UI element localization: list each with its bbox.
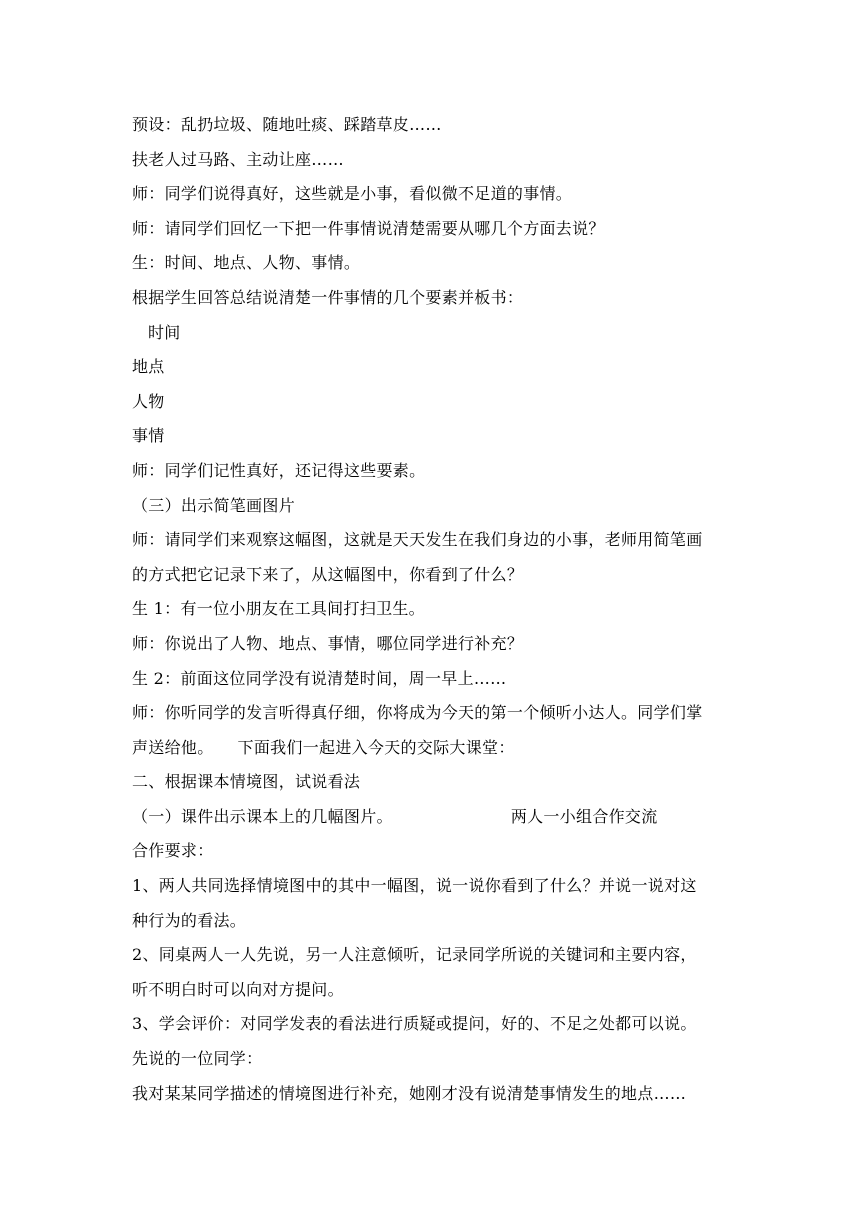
board-item-time: 时间 bbox=[148, 322, 181, 342]
paragraph-teacher-continued: 的方式把它记录下来了，从这幅图中，你看到了什么？ bbox=[132, 564, 524, 584]
paragraph-preset: 预设：乱扔垃圾、随地吐痰、踩踏草皮…… bbox=[132, 115, 442, 134]
paragraph-teacher: 师：请同学们回忆一下把一件事情说清楚需要从哪几个方面去说？ bbox=[132, 218, 605, 238]
paragraph-teacher: 师：同学们记性真好，还记得这些要素。 bbox=[132, 460, 426, 480]
requirement-1-continued: 种行为的看法。 bbox=[132, 910, 247, 930]
transition-text: 下面我们一起进入今天的交际大课堂： bbox=[237, 737, 515, 757]
courseware-text: （一）课件出示课本上的几幅图片。 bbox=[132, 806, 393, 826]
subsection-heading bbox=[132, 800, 732, 835]
board-item-event: 事情 bbox=[132, 426, 165, 446]
applause-text: 声送给他。 bbox=[132, 737, 214, 757]
paragraph-teacher: 师：请同学们来观察这幅图，这就是天天发生在我们身边的小事，老师用简笔画 bbox=[132, 530, 703, 550]
paragraph-teacher-continued bbox=[132, 731, 732, 766]
section-heading: （三）出示简笔画图片 bbox=[132, 495, 296, 515]
board-item-person: 人物 bbox=[132, 391, 165, 411]
paragraph-preset-continued: 扶老人过马路、主动让座…… bbox=[132, 149, 344, 169]
document-body bbox=[132, 108, 732, 1111]
requirement-1: 1、两人共同选择情境图中的其中一幅图，说一说你看到了什么？并说一说对这 bbox=[132, 876, 697, 896]
group-work-text: 两人一小组合作交流 bbox=[510, 806, 658, 826]
paragraph-teacher: 师：你说出了人物、地点、事情，哪位同学进行补充？ bbox=[132, 633, 524, 653]
paragraph-student: 生：时间、地点、人物、事情。 bbox=[132, 253, 361, 273]
board-item-place: 地点 bbox=[132, 357, 165, 377]
section-heading: 二、根据课本情境图，试说看法 bbox=[132, 772, 361, 792]
paragraph-supplement: 我对某某同学描述的情境图进行补充，她刚才没有说清楚事情发生的地点…… bbox=[132, 1083, 687, 1103]
requirement-2: 2、同桌两人一人先说，另一人注意倾听，记录同学所说的关键词和主要内容， bbox=[132, 945, 697, 965]
paragraph-summary: 根据学生回答总结说清楚一件事情的几个要素并板书： bbox=[132, 287, 524, 307]
paragraph-student-2: 生 2：前面这位同学没有说清楚时间，周一早上…… bbox=[132, 668, 507, 688]
requirement-2-continued: 听不明白时可以向对方提问。 bbox=[132, 979, 344, 999]
paragraph-teacher: 师：你听同学的发言听得真仔细，你将成为今天的第一个倾听小达人。同学们掌 bbox=[132, 703, 703, 723]
paragraph-first-speaker: 先说的一位同学： bbox=[132, 1049, 263, 1069]
requirements-heading: 合作要求： bbox=[132, 841, 214, 861]
paragraph-teacher: 师：同学们说得真好，这些就是小事，看似微不足道的事情。 bbox=[132, 184, 573, 204]
paragraph-student-1: 生 1：有一位小朋友在工具间打扫卫生。 bbox=[132, 599, 425, 619]
requirement-3: 3、学会评价：对同学发表的看法进行质疑或提问，好的、不足之处都可以说。 bbox=[132, 1014, 697, 1034]
